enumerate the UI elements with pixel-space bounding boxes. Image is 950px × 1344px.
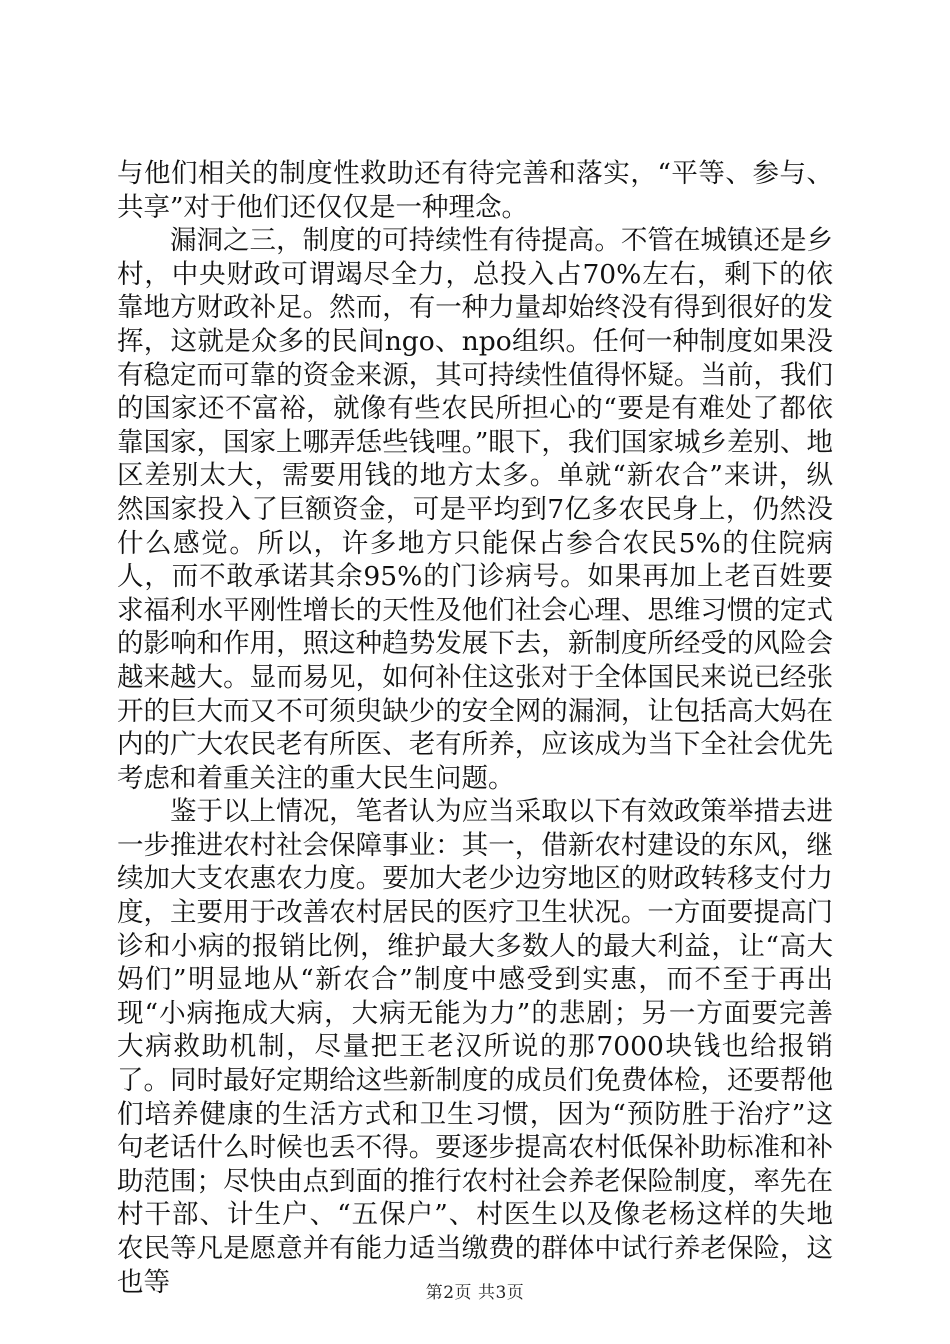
paragraph-2: 漏洞之三，制度的可持续性有待提高。不管在城镇还是乡村，中央财政可谓竭尽全力，总投入占70%左右，剩下的依靠地方财政补足。然而，有一种力量却始终没有得到很好的发挥，这就是众多的民间ngo、npo组织。任何一种制度如果没有稳定而可靠的资金来源，其可持续性值得怀疑。当前，我们的国家还不富裕，就像有些农民所担心的“要是有难处了都依靠国家，国家上哪弄恁些钱哩。”眼下，我们国家城乡差别、地区差别太大，需要用钱的地方太多。单就“新农合”来讲，纵然国家投入了巨额资金，可是平均到7亿多农民身上，仍然没什么感觉。所以，许多地方只能保占参合农民5%的住院病人，而不敢承诺其余95%的门诊病号。如果再加上老百姓要求福利水平刚性增长的天性及他们社会心理、思维习惯的定式的影响和作用，照这种趋势发展下去，新制度所经受的风险会越来越大。显而易见，如何补住这张对于全体国民来说已经张开的巨大而又不可须臾缺少的安全网的漏洞，让包括高大妈在内的广大农民老有所医、老有所养，应该成为当下全社会优先考虑和着重关注的重大民生问题。: [117, 225, 833, 794]
document-body: [117, 157, 833, 1299]
page-number-indicator: 第2页 共3页: [425, 1283, 525, 1303]
paragraph-1: 与他们相关的制度性救助还有待完善和落实，“平等、参与、共享”对于他们还仅仅是一种理念。: [117, 158, 833, 223]
page-footer: [0, 1278, 950, 1303]
paragraph-3: 鉴于以上情况，笔者认为应当采取以下有效政策举措去进一步推进农村社会保障事业：其一，借新农村建设的东风，继续加大支农惠农力度。要加大老少边穷地区的财政转移支付力度，主要用于改善农村居民的医疗卫生状况。一方面要提高门诊和小病的报销比例，维护最大多数人的最大利益，让“高大妈们”明显地从“新农合”制度中感受到实惠，而不至于再出现“小病拖成大病，大病无能为力”的悲剧；另一方面要完善大病救助机制，尽量把王老汉所说的那7000块钱也给报销了。同时最好定期给这些新制度的成员们免费体检，还要帮他们培养健康的生活方式和卫生习惯，因为“预防胜于治疗”这句老话什么时候也丢不得。要逐步提高农村低保补助标准和补助范围；尽快由点到面的推行农村社会养老保险制度，率先在村干部、计生户、“五保户”、村医生以及像老杨这样的失地农民等凡是愿意并有能力适当缴费的群体中试行养老保险，这也等: [117, 796, 833, 1298]
